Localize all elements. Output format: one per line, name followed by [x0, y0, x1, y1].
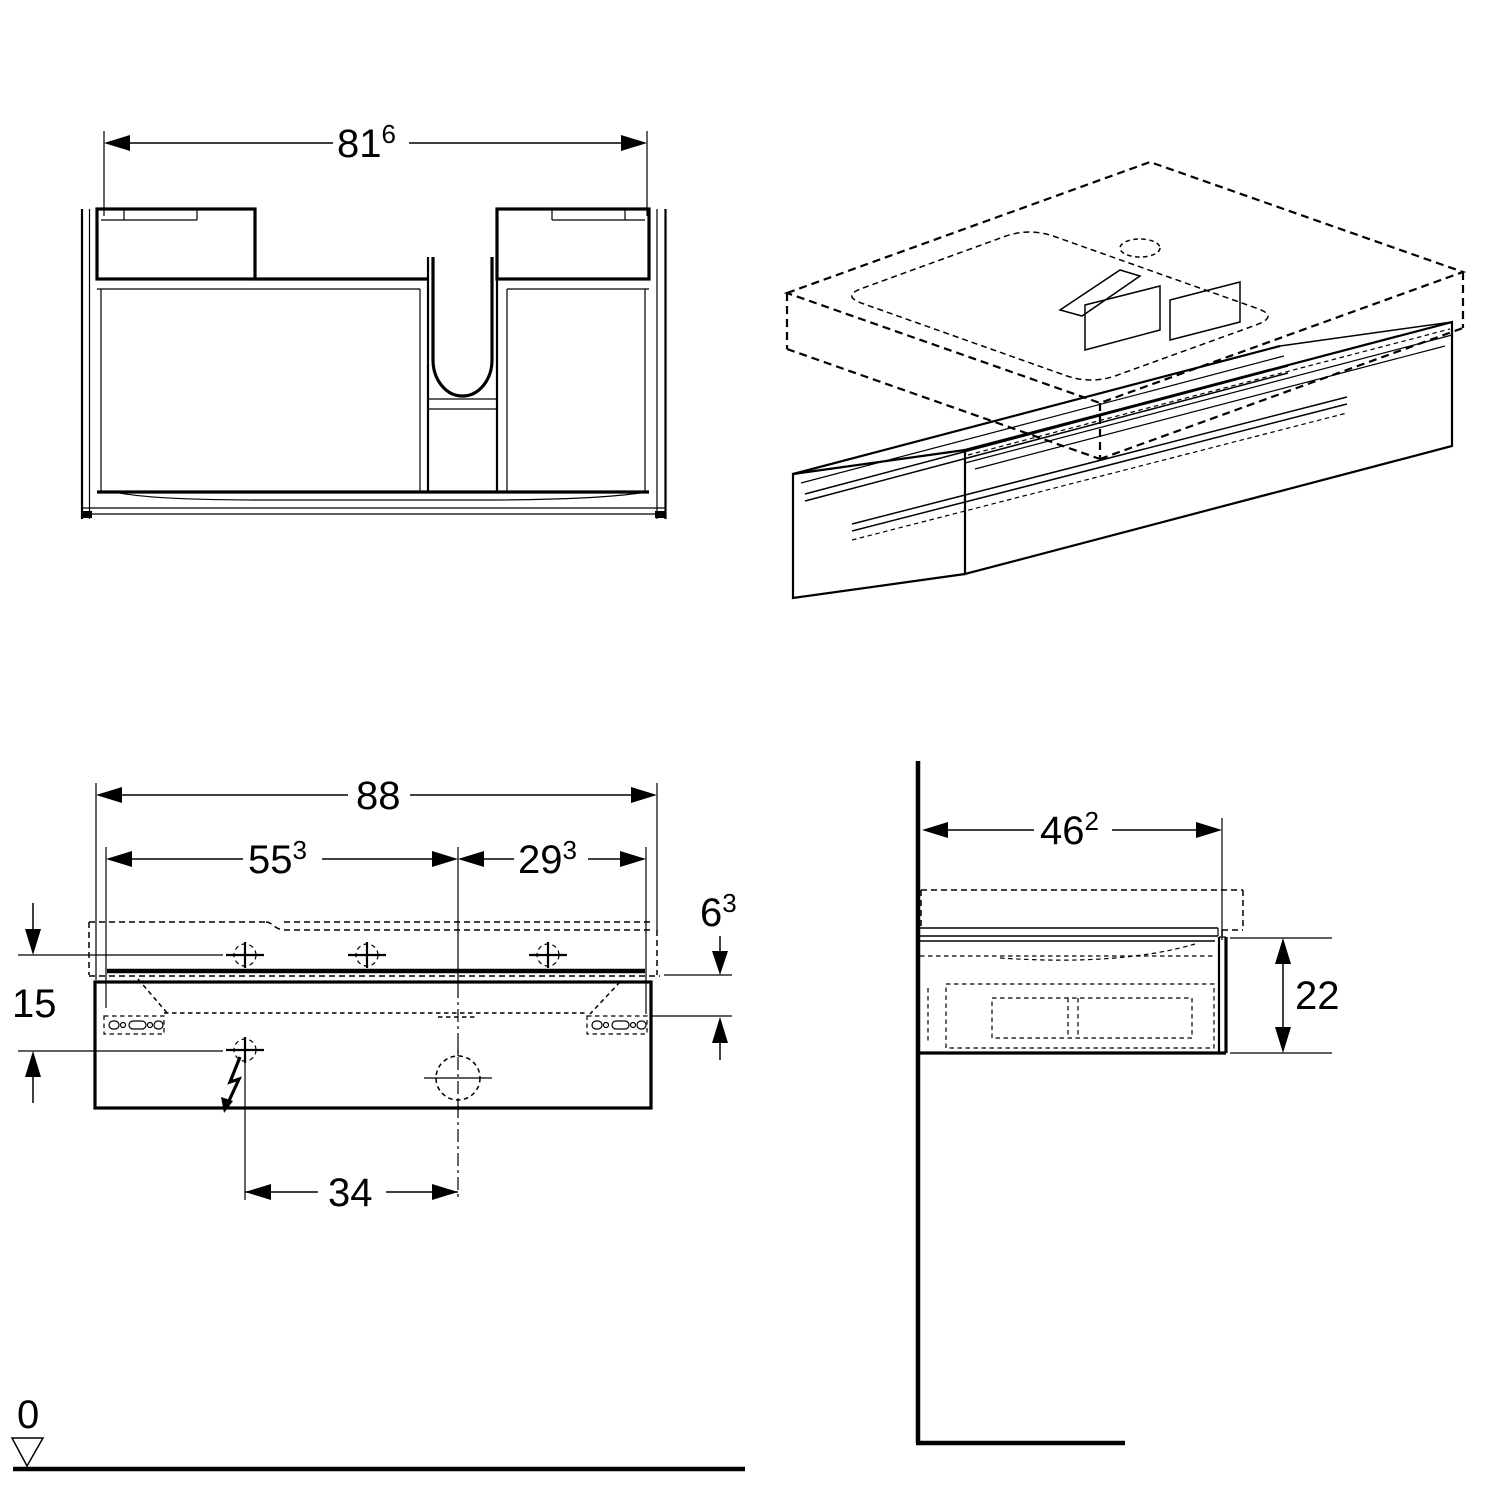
side-height-dimension	[1230, 938, 1340, 1053]
isometric-view	[787, 162, 1463, 598]
dim-side-height: 22	[1295, 974, 1340, 1018]
front-drain-offset-dimension	[245, 1171, 458, 1215]
basin-bowl-outline	[852, 232, 1268, 380]
rail-bracket-right	[587, 1016, 647, 1034]
mounting-point-icon	[226, 942, 264, 968]
iso-cabinet	[793, 270, 1452, 598]
arrow-left-icon	[245, 1184, 271, 1200]
front-rail-height-dimension	[12, 903, 223, 1103]
front-rail-gap-dimension	[652, 888, 737, 1060]
faucet-hole-icon	[1120, 239, 1160, 257]
mounting-point-icon	[348, 942, 386, 968]
front-total-width-dimension	[96, 774, 657, 980]
plan-cabinet-outline	[81, 209, 666, 519]
dim-front-total-width: 88	[356, 774, 401, 818]
arrow-right-icon	[631, 787, 657, 803]
floor-level-marker	[12, 1393, 745, 1469]
siphon-brace	[1060, 270, 1140, 316]
dim-front-rail-height: 15	[12, 982, 57, 1026]
siphon-cutout	[433, 257, 492, 396]
front-elevation-view	[12, 774, 745, 1469]
arrow-left-icon	[922, 822, 948, 838]
front-basin-dashed	[89, 922, 660, 976]
arrow-up-icon	[1275, 938, 1291, 964]
arrow-up-icon	[25, 1051, 41, 1077]
dim-front-rail-gap: $6^3$	[700, 888, 737, 935]
arrow-down-icon	[712, 951, 728, 975]
iso-washbasin-dashed	[787, 162, 1463, 540]
front-cabinet	[95, 942, 651, 1200]
arrow-right-icon	[621, 135, 647, 151]
arrow-right-icon	[432, 1184, 458, 1200]
plan-width-dimension	[104, 119, 647, 216]
side-cabinet	[920, 928, 1226, 1053]
arrow-right-icon	[620, 851, 646, 867]
arrow-right-icon	[432, 851, 458, 867]
arrow-left-icon	[104, 135, 130, 151]
arrow-left-icon	[106, 851, 132, 867]
arrow-up-icon	[712, 1017, 728, 1043]
side-elevation-view	[916, 761, 1340, 1443]
dim-side-depth: $46^2$	[1040, 806, 1099, 853]
side-depth-dimension	[922, 806, 1222, 940]
dim-plan-width: $81^6$	[337, 119, 396, 166]
electrical-connection-icon	[221, 1037, 264, 1113]
arrow-down-icon	[25, 929, 41, 955]
arrow-left-icon	[96, 787, 122, 803]
lightning-bolt-icon	[228, 1057, 240, 1103]
mounting-point-icon	[529, 942, 567, 968]
level-triangle-icon	[12, 1438, 43, 1466]
arrow-down-icon	[1275, 1027, 1291, 1053]
siphon-bracket	[1085, 286, 1160, 350]
side-basin-dashed	[921, 890, 1243, 938]
arrow-right-icon	[1196, 822, 1222, 838]
dim-front-left-width: $55^3$	[248, 835, 307, 882]
arrow-left-icon	[458, 851, 484, 867]
dim-front-right-width: $29^3$	[518, 835, 577, 882]
dim-front-drain-offset: 34	[328, 1171, 373, 1215]
dim-floor-level: 0	[17, 1393, 40, 1437]
front-section-dimensions	[106, 835, 646, 1014]
plan-view	[81, 119, 666, 519]
rail-bracket-left	[104, 1016, 164, 1034]
drain-hole-icon	[424, 1046, 492, 1110]
